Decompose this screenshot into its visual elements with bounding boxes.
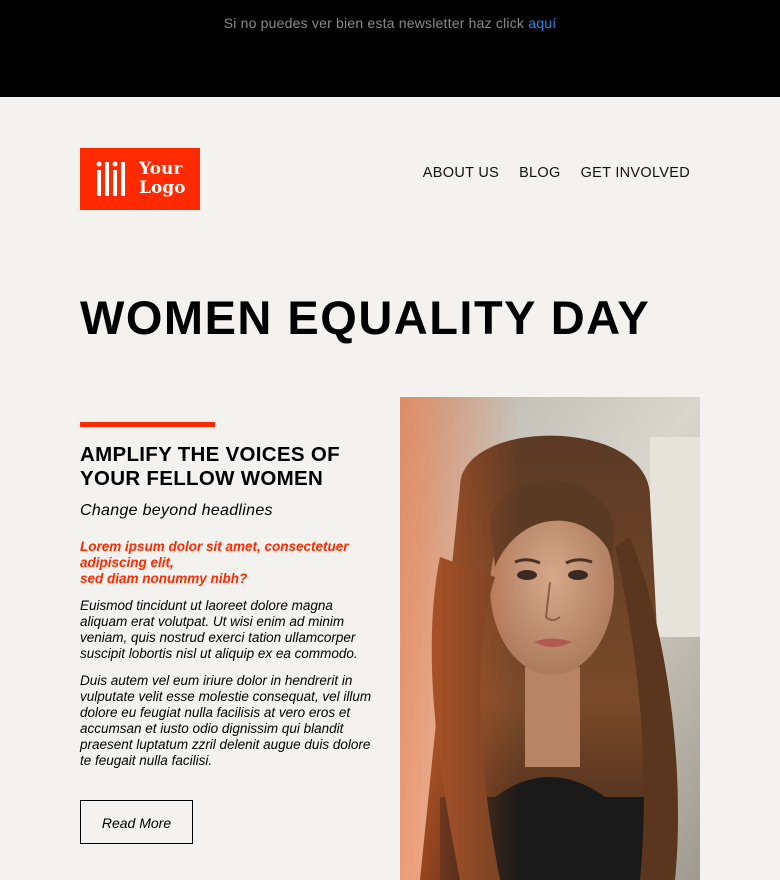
article-lead-line1: Lorem ipsum dolor sit amet, consectetuer adipiscing elit,: [80, 539, 349, 570]
article-lead: [80, 539, 380, 587]
article-lead-line2: sed diam nonummy nibh?: [80, 571, 248, 586]
header: [0, 97, 780, 237]
preheader-bar: [0, 0, 780, 97]
nav-item-blog[interactable]: BLOG: [519, 165, 561, 181]
logo-line2: Logo: [139, 178, 186, 198]
article-heading: [80, 443, 380, 491]
page-title: WOMEN EQUALITY DAY: [80, 291, 651, 344]
article-paragraph-1: Euismod tincidunt ut laoreet dolore magna aliquam erat volutpat. Ut wisi enim ad minim veniam, quis nostrud exerci tation ullamcorper suscipit lobortis nisl ut aliquip ex ea commodo.: [80, 598, 358, 661]
read-more-button[interactable]: Read More: [80, 800, 193, 844]
article-tagline: Change beyond headlines: [80, 502, 273, 519]
hero-photo: [400, 397, 700, 880]
accent-divider: [80, 422, 215, 427]
logo-line1: Your: [139, 159, 183, 179]
main-nav: [423, 165, 690, 181]
article-paragraph-2: Duis autem vel eum iriure dolor in hendrerit in vulputate velit esse molestie consequat, vel illum dolore eu feugiat nulla facilisis at vero eros et accumsan et iusto odio dignissim qui blandit praesent luptatum zzril delenit augue duis dolore te feugait nulla facilisi.: [80, 673, 372, 768]
article-heading-line1: AMPLIFY THE VOICES OF: [80, 443, 340, 466]
logo-text: [139, 160, 186, 198]
nav-item-about-us[interactable]: ABOUT US: [422, 165, 500, 181]
preheader-link[interactable]: aquí: [528, 15, 557, 31]
nav-item-get-involved[interactable]: GET INVOLVED: [580, 165, 690, 181]
logo-mark-icon: [95, 160, 131, 198]
article-heading-line2: YOUR FELLOW WOMEN: [80, 467, 324, 490]
logo[interactable]: [80, 148, 200, 210]
article-content: [80, 422, 380, 844]
preheader-text: Si no puedes ver bien esta newsletter haz click: [223, 15, 529, 31]
portrait-image: [400, 397, 700, 880]
